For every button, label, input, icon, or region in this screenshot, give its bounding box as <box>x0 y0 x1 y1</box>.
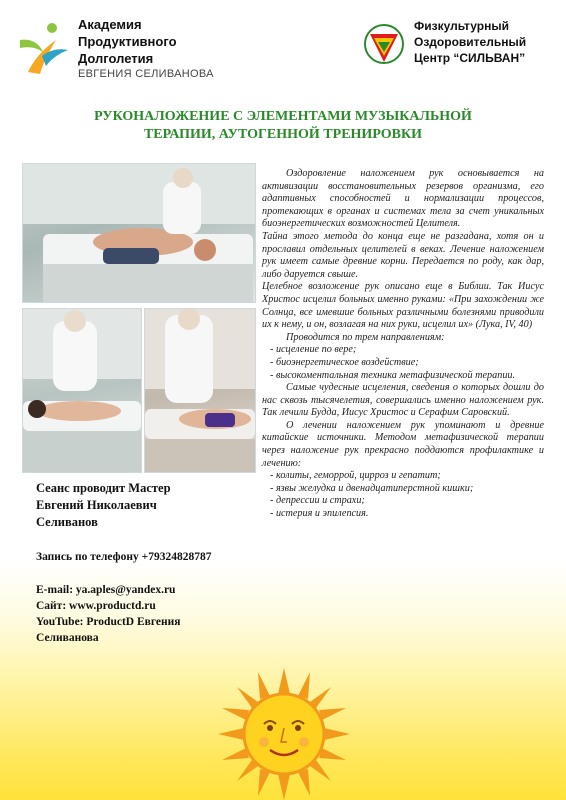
article-list-1-item: - высокоментальная техника метафизической терапии. <box>270 369 516 381</box>
article-paragraph-1: Оздоровление наложением рук основывается на активизации восстановительных резервов организма, его адаптивных способностей и нормализации процессов, протекающих в органах и системах тела за счет уникальных биоэнергетических возможностей Целителя. <box>262 168 544 230</box>
treatment-photo-1 <box>22 163 256 303</box>
page-title <box>60 108 506 144</box>
article-list-2-item: - истерия и эпилепсия. <box>270 508 369 520</box>
youtube-contact-line-2: Селиванова <box>36 632 99 644</box>
sylvan-name-line-3: Центр “СИЛЬВАН” <box>414 51 526 65</box>
article-list-2-item: - колиты, геморрой, цирроз и гепатит; <box>270 470 441 482</box>
sun-face-icon <box>218 668 350 800</box>
sylvan-name-line-1: Физкультурный <box>414 19 509 33</box>
email-contact: E-mail: ya.aples@yandex.ru <box>36 584 176 596</box>
session-line-1: Сеанс проводит Мастер <box>36 481 171 495</box>
treatment-photo-2 <box>22 308 142 473</box>
youtube-contact-line-1: YouTube: ProductD Евгения <box>36 616 181 628</box>
page-title-line-1: РУКОНАЛОЖЕНИЕ С ЭЛЕМЕНТАМИ МУЗЫКАЛЬНОЙ <box>94 109 472 124</box>
academy-name-line-1: Академия <box>78 17 142 32</box>
academy-logo-icon <box>14 20 72 78</box>
session-info <box>36 480 246 531</box>
treatment-photo-3 <box>144 308 256 473</box>
phone-booking: Запись по телефону +79324828787 <box>36 551 212 563</box>
article-list-1-item: - исцеление по вере; <box>270 344 357 356</box>
article-list-1-item: - биоэнергетическое воздействие; <box>270 356 419 368</box>
article-paragraph-2: Тайна этого метода до конца еще не разгадана, хотя он и прославил отдельных целителей в веках. Лечение наложением рук имеет самые древние корни. Передается по роду, как дар, либо даруется свыше. <box>262 230 544 280</box>
contact-block <box>36 582 256 646</box>
article-body <box>262 168 544 521</box>
sylvan-logo-icon <box>362 22 406 70</box>
academy-name-line-3: Долголетия <box>78 51 154 66</box>
page-title-line-2: ТЕРАПИИ, АУТОГЕННОЙ ТРЕНИРОВКИ <box>143 127 423 142</box>
article-list-2-item: - язвы желудка и двенадцатиперстной кишки; <box>270 482 474 494</box>
session-line-2: Евгений Николаевич <box>36 498 157 512</box>
article-paragraph-6: О лечении наложением рук упоминают и древние китайские источники. Методом метафизической терапии через наложение рук прекрасно поддаются профилактике и лечению: <box>262 419 544 469</box>
academy-logo <box>14 14 244 84</box>
academy-subtitle: ЕВГЕНИЯ СЕЛИВАНОВА <box>78 68 214 80</box>
article-paragraph-3: Целебное возложение рук описано еще в Библии. Так Иисус Христос исцелил больных именно руками: «При захождении же Солнца, все имевшие больных различными болезнями приводили их к нему, и он, возлагая на них руки, исцелил их» (Лука, IV, 40) <box>262 281 544 331</box>
article-list-2-item: - депрессии и страхи; <box>270 495 365 507</box>
sylvan-name-line-2: Оздоровительный <box>414 35 527 49</box>
session-line-3: Селиванов <box>36 515 98 529</box>
article-paragraph-4: Проводится по трем направлениям: <box>286 331 445 343</box>
sylvan-center-logo <box>362 18 562 78</box>
website-contact: Сайт: www.productd.ru <box>36 600 156 612</box>
academy-name-line-2: Продуктивного <box>78 34 177 49</box>
article-paragraph-5: Самые чудесные исцеления, сведения о которых дошли до нас сквозь тысячелетия, совершались именно наложением рук. Так лечили Будда, Иисус Христос и Серафим Саровский. <box>262 382 544 419</box>
